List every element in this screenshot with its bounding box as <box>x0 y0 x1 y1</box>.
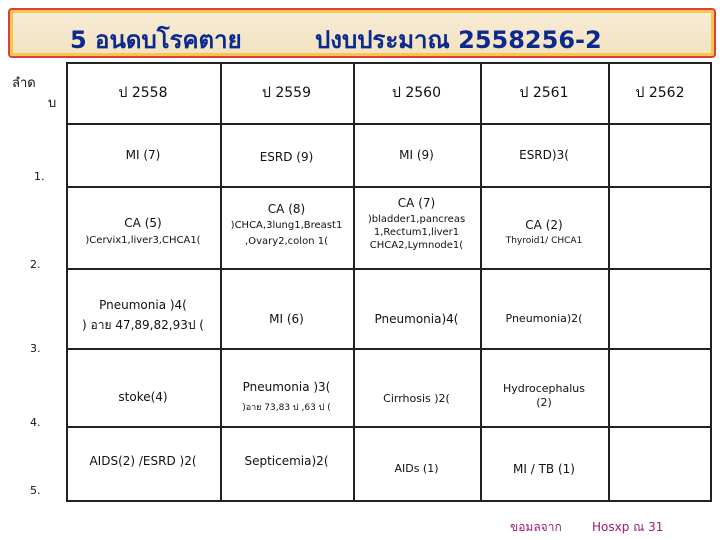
year-header: ป 2560 <box>392 85 441 101</box>
table-cell: 1,Rectum1,liver1 <box>373 227 460 238</box>
grid-line <box>220 62 222 502</box>
grid-line <box>66 426 712 428</box>
grid-line <box>710 62 712 502</box>
row-number: 5. <box>30 484 41 497</box>
grid-line <box>66 123 712 125</box>
table-cell: ESRD (9) <box>259 150 314 164</box>
table-cell: )CHCA,3lung1,Breast1 <box>230 220 343 231</box>
table-cell: ,Ovary2,colon 1( <box>245 236 328 247</box>
table-cell: MI (6) <box>269 312 304 326</box>
table-cell: Pneumonia)4( <box>374 312 459 326</box>
table-cell: Thyroid1/ CHCA1 <box>505 236 583 246</box>
row-number: 4. <box>30 416 41 429</box>
table-cell: ) อาย 47,89,82,93ป ( <box>82 318 204 332</box>
table-cell: MI (7) <box>125 148 161 162</box>
table-cell: CA (5) <box>124 216 162 230</box>
title-right: ปงบประมาณ 2558256-2 <box>315 26 602 54</box>
title-banner <box>8 8 716 58</box>
table-cell: Pneumonia )3( <box>242 380 331 394</box>
footer-source-value: Hosxp ณ 31 <box>592 520 664 534</box>
grid-line <box>66 348 712 350</box>
table-cell: MI / TB (1) <box>513 462 575 476</box>
table-cell: (2) <box>536 396 552 409</box>
rank-header-line1: ลำด <box>12 76 36 91</box>
row-number: 1. <box>34 170 45 183</box>
footer-source-label: ขอมลจาก <box>510 520 562 534</box>
table-cell: CA (2) <box>525 218 563 232</box>
grid-line <box>66 500 712 502</box>
table-cell: Septicemia)2( <box>244 454 329 468</box>
grid-line <box>66 62 712 64</box>
grid-line <box>608 62 610 502</box>
table-cell: CA (7) <box>397 196 436 210</box>
table-cell: Pneumonia )4( <box>99 298 187 312</box>
title-left: 5 อนดบโรคตาย <box>70 26 242 54</box>
grid-line <box>480 62 482 502</box>
year-header: ป 2561 <box>519 85 569 101</box>
table-cell: )Cervix1,liver3,CHCA1( <box>85 235 201 246</box>
table-cell: Pneumonia)2( <box>505 312 583 325</box>
year-header: ป 2559 <box>262 85 311 101</box>
table-cell: Hydrocephalus <box>502 382 586 395</box>
table-cell: CA (8) <box>267 202 306 216</box>
grid-line <box>66 268 712 270</box>
rank-header-line2: บ <box>48 96 57 111</box>
table-cell: )bladder1,pancreas <box>367 214 466 225</box>
year-header: ป 2558 <box>118 85 168 101</box>
table-cell: CHCA2,Lymnode1( <box>369 240 464 251</box>
table-cell: stoke(4) <box>118 390 168 404</box>
table-cell: AIDS(2) /ESRD )2( <box>89 454 197 468</box>
mortality-table <box>8 62 712 500</box>
table-cell: AIDs (1) <box>394 462 439 475</box>
grid-line <box>66 186 712 188</box>
grid-line <box>353 62 355 502</box>
grid-line <box>66 62 68 502</box>
row-number: 3. <box>30 342 41 355</box>
table-cell: Cirrhosis )2( <box>383 392 450 405</box>
year-header: ป 2562 <box>635 85 685 101</box>
row-number: 2. <box>30 258 41 271</box>
table-cell: MI (9) <box>399 148 434 162</box>
table-cell: ESRD)3( <box>519 148 569 162</box>
table-cell: )อาย 73,83 ป ,63 ป ( <box>242 403 331 413</box>
